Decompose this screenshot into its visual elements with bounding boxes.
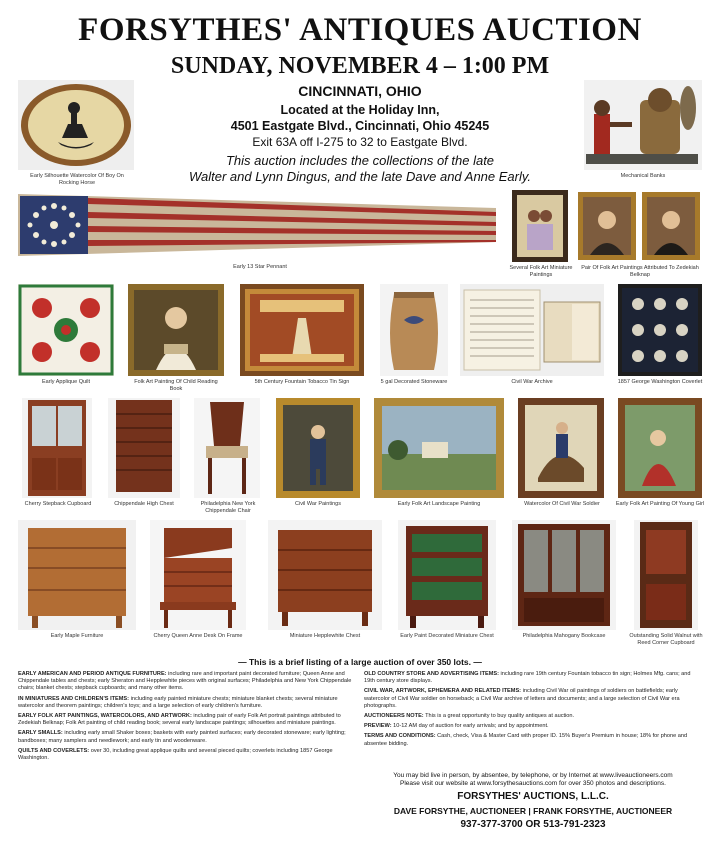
- chair-caption: Philadelphia New York Chippendale Chair: [200, 501, 256, 514]
- bidding-line-2: Please visit our website at www.forsythesauctions.com for over 350 photos and descriptions.: [400, 780, 666, 787]
- civil-war-painting-image: [276, 398, 360, 498]
- high-chest-image: [108, 398, 180, 498]
- listing-label: EARLY FOLK ART PAINTINGS, WATERCOLORS, AND ARTWORK:: [18, 713, 192, 720]
- auction-city: CINCINNATI, OHIO: [298, 83, 422, 99]
- listing-label: AUCTIONEERS NOTE:: [364, 713, 424, 720]
- listing-text: over 30, including great applique quilts and several pieced quilts; coverlets including 1857 George Washington.: [18, 747, 333, 762]
- auctioneer-names: DAVE FORSYTHE, AUCTIONEER | FRANK FORSYTHE, AUCTIONEER: [393, 806, 673, 816]
- mechanical-banks-image: [584, 80, 702, 170]
- pair-portraits-image: [578, 190, 702, 262]
- collections-line-2: Walter and Lynn Dingus, and the late Dave and Anne Early.: [188, 169, 532, 184]
- pennant-flag-image: [18, 190, 496, 260]
- maple-furniture-image: [18, 520, 136, 630]
- listing-text: including rare and important paint decorated furniture; Queen Anne and Chippendale tables and chests; early Sheraton and Hepplewhite pieces with original surfaces; Philadelphia and New York Chippendale chairs; blanket chests; stepback cupboards; and many other items.: [18, 671, 352, 692]
- cornercup-caption: Outstanding Solid Walnut with Reed Corner Cupboard: [629, 633, 703, 646]
- tobacco-caption: 5th Century Fountain Tobacco Tin Sign: [254, 379, 350, 385]
- listing-text: including early painted miniature chests; miniature blanket chests; several miniature watercolor and theorem paintings; children's toys; and a large selection of early children's furniture.: [18, 695, 338, 709]
- listing-paragraph: [364, 688, 702, 710]
- silhouette-watercolor-image: [18, 80, 134, 170]
- location-venue: Located at the Holiday Inn,: [280, 103, 440, 117]
- location-address: 4501 Eastgate Blvd., Cincinnati, Ohio 45245: [230, 119, 490, 133]
- collections-line-1: This auction includes the collections of the late: [225, 153, 495, 168]
- stepback-caption: Cherry Stepback Cupboard: [24, 501, 92, 507]
- listing-paragraph: [18, 748, 358, 762]
- soldier-watercolor-image: [518, 398, 604, 498]
- location-directions: Exit 63A off I-275 to 32 to Eastgate Blvd.: [252, 135, 468, 149]
- child-reading-painting-image: [128, 284, 224, 376]
- maple-caption: Early Maple Furniture: [50, 633, 104, 639]
- pair-caption: Pair Of Folk Art Paintings Attributed To Zedekiah Belknap: [581, 265, 699, 278]
- highchest-caption: Chippendale High Chest: [114, 501, 174, 507]
- listing-label: EARLY AMERICAN AND PERIOD ANTIQUE FURNITURE:: [18, 671, 167, 677]
- listing-paragraph: [364, 723, 702, 730]
- hepplewhite-chest-image: [268, 520, 382, 630]
- listing-label: IN MINIATURES AND CHILDREN'S ITEMS:: [18, 695, 130, 702]
- civil-war-archive-image: [460, 284, 604, 376]
- bidding-info: [364, 772, 702, 788]
- listing-paragraph: [364, 733, 702, 747]
- chippendale-chair-image: [194, 398, 260, 498]
- listing-label: OLD COUNTRY STORE AND ADVERTISING ITEMS:: [364, 671, 499, 677]
- listing-text: 10-12 AM day of auction for early arrivals; and by appointment.: [391, 723, 549, 730]
- listing-label: QUILTS AND COVERLETS:: [18, 747, 90, 754]
- coverlet-caption: 1857 George Washington Coverlet: [617, 379, 703, 385]
- silhouette-caption: Early Silhouette Watercolor Of Boy On Rocking Horse: [30, 173, 124, 186]
- phone-numbers: 937-377-3700 OR 513-791-2323: [460, 819, 606, 830]
- listing-right-column: [364, 671, 702, 751]
- miniatures-caption: Several Folk Art Miniature Paintings: [509, 265, 573, 278]
- stoneware-crock-image: [380, 284, 448, 376]
- listing-paragraph: [18, 696, 358, 710]
- child-caption: Folk Art Painting Of Child Reading Book: [134, 379, 218, 392]
- civilwar-caption: Civil War Archive: [511, 379, 553, 385]
- listing-text: including early small Shaker boxes; baskets with early painted surfaces; early decorated stoneware; early lighting; bandboxes; many samplers and needlework; and early tin and woodenware.: [18, 730, 346, 744]
- firm-name: FORSYTHES' AUCTIONS, L.L.C.: [457, 791, 609, 802]
- washington-coverlet-image: [618, 284, 702, 376]
- bidding-line-1: You may bid live in person, by absentee, by telephone, or by Internet at www.liveauctioneers.com: [393, 772, 673, 779]
- listing-paragraph: [364, 713, 702, 720]
- applique-caption: Early Applique Quilt: [42, 379, 90, 385]
- crock-caption: 5 gal Decorated Stoneware: [380, 379, 448, 385]
- auction-title: FORSYTHES' ANTIQUES AUCTION: [78, 12, 642, 48]
- listing-label: EARLY SMALLS:: [18, 730, 63, 737]
- mahogany-bookcase-image: [512, 520, 616, 630]
- stepback-cupboard-image: [22, 398, 92, 498]
- young-girl-painting-image: [618, 398, 702, 498]
- listing-paragraph: [18, 713, 358, 727]
- listing-text: Cash, check, Visa & Master Card with proper ID. 15% Buyer's Premium in house; 18% for phone and absentee bidding.: [364, 733, 688, 747]
- paint-decorated-chest-image: [398, 520, 496, 630]
- listing-label: TERMS AND CONDITIONS:: [364, 733, 436, 740]
- brief-listing-note: — This is a brief listing of a large auction of over 350 lots. —: [238, 657, 482, 667]
- miniature-paintings-image: [512, 190, 568, 262]
- decorated-caption: Early Paint Decorated Miniature Chest: [400, 633, 494, 639]
- queen-anne-desk-image: [150, 520, 246, 630]
- landscape-caption: Early Folk Art Landscape Painting: [397, 501, 481, 507]
- listing-left-column: [18, 671, 358, 765]
- listing-text: This is a great opportunity to buy quality antiques at auction.: [423, 713, 575, 720]
- soldier-caption: Watercolor Of Civil War Soldier: [524, 501, 600, 507]
- corner-cupboard-image: [634, 520, 698, 630]
- bookcase-caption: Philadelphia Mahogany Bookcase: [522, 633, 606, 639]
- landscape-painting-image: [374, 398, 504, 498]
- banks-caption: Mechanical Banks: [620, 173, 666, 179]
- tobacco-tin-sign-image: [240, 284, 364, 376]
- desk-caption: Cherry Queen Anne Desk On Frame: [153, 633, 243, 639]
- listing-paragraph: [18, 671, 358, 693]
- listing-text: including pair of early Folk Art portrait paintings attributed to Zedekiah Belknap; Folk Art painting of child reading book; several early landscape paintings; silhouettes and miniature paintings.: [18, 713, 341, 727]
- flag-caption: Early 13 Star Pennant: [233, 264, 287, 270]
- listing-text: including Civil War oil paintings of soldiers on battlefields; early watercolor of Civil War soldier on horseback; a Civil War archive of letters and documents; and a large selection of Civil War era photographs.: [364, 688, 680, 709]
- listing-paragraph: [18, 730, 358, 744]
- cwpainting-caption: Civil War Paintings: [295, 501, 341, 507]
- listing-paragraph: [364, 671, 702, 685]
- applique-quilt-image: [18, 284, 114, 376]
- hepple-caption: Miniature Hepplewhite Chest: [289, 633, 361, 639]
- auction-date: SUNDAY, NOVEMBER 4 – 1:00 PM: [170, 53, 550, 79]
- listing-label: PREVIEW:: [364, 723, 392, 730]
- girl-caption: Early Folk Art Painting Of Young Girl: [615, 501, 705, 507]
- listing-label: CIVIL WAR, ARTWORK, EPHEMERA AND RELATED ITEMS:: [364, 688, 522, 695]
- listing-text: including rare 19th century Fountain tobacco tin sign; Holmes Mfg. cans; and 19th century store displays.: [364, 671, 691, 685]
